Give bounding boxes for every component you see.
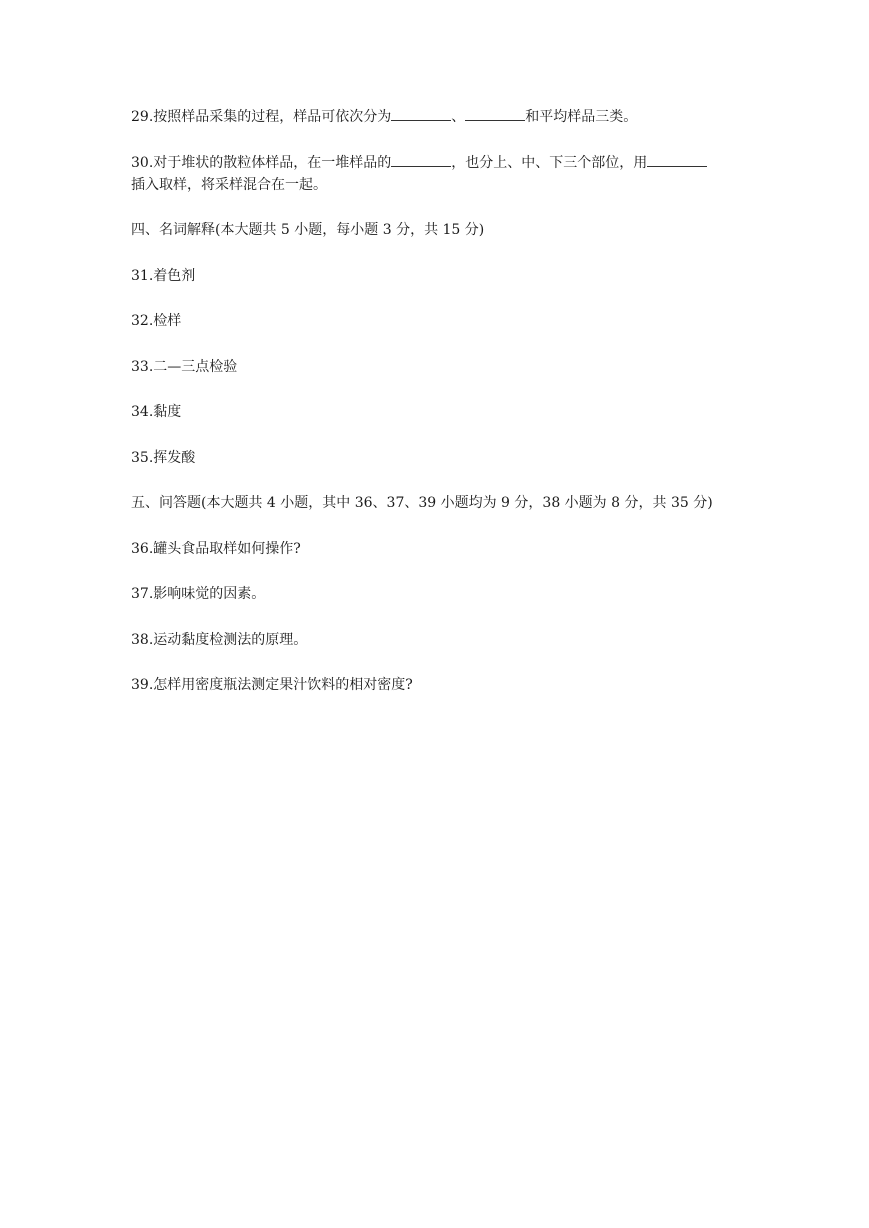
section-4-heading: 四、名词解释(本大题共 5 小题，每小题 3 分，共 15 分) bbox=[131, 222, 485, 238]
term-item: 34.黏度 bbox=[131, 404, 182, 420]
term-item: 35.挥发酸 bbox=[131, 450, 196, 466]
question-item: 38.运动黏度检测法的原理。 bbox=[131, 632, 308, 648]
question-29 bbox=[131, 106, 637, 127]
q29-separator: 、 bbox=[451, 109, 466, 125]
answer-blank bbox=[465, 106, 525, 121]
answer-blank bbox=[391, 152, 451, 167]
section-5-heading: 五、问答题(本大题共 4 小题，其中 36、37、39 小题均为 9 分，38 小题为 8 分，共 35 分) bbox=[131, 495, 713, 511]
question-item: 37.影响味觉的因素。 bbox=[131, 586, 266, 602]
term-item: 32.检样 bbox=[131, 313, 182, 329]
q30-text-mid: ，也分上、中、下三个部位，用 bbox=[451, 155, 648, 171]
answer-blank bbox=[647, 152, 707, 167]
term-item: 31.着色剂 bbox=[131, 268, 196, 284]
term-item: 33.二—三点检验 bbox=[131, 359, 238, 375]
q29-text-start: 29.按照样品采集的过程，样品可依次分为 bbox=[131, 109, 392, 125]
question-item: 36.罐头食品取样如何操作? bbox=[131, 541, 301, 557]
q30-text-start: 30.对于堆状的散粒体样品，在一堆样品的 bbox=[131, 155, 392, 171]
question-30 bbox=[131, 152, 707, 173]
question-30-continuation: 插入取样，将采样混合在一起。 bbox=[131, 177, 327, 193]
q29-text-end: 和平均样品三类。 bbox=[525, 109, 638, 125]
answer-blank bbox=[391, 106, 451, 121]
question-item: 39.怎样用密度瓶法测定果汁饮料的相对密度? bbox=[131, 677, 413, 693]
